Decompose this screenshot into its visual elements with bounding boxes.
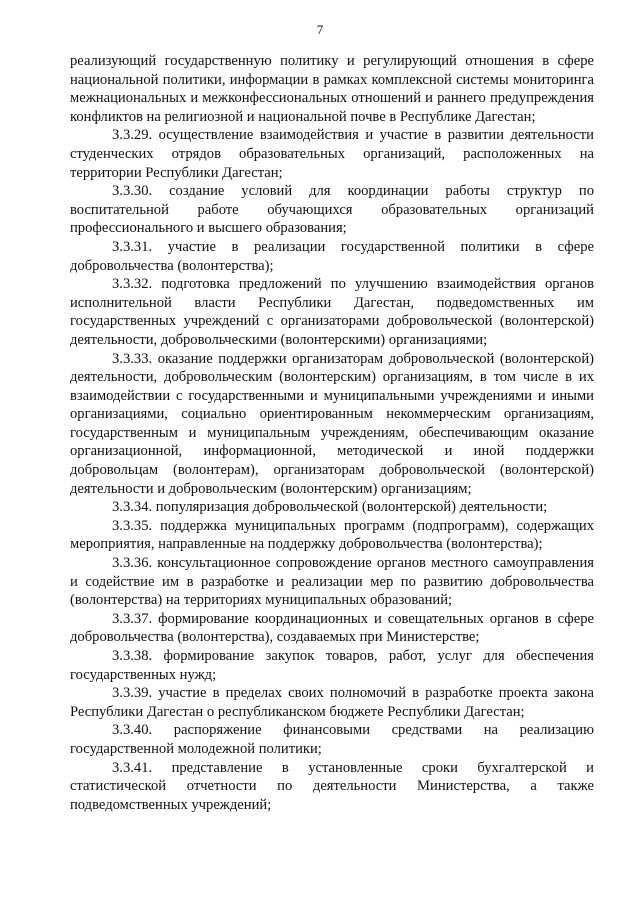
paragraph-3-3-36: 3.3.36. консультационное сопровождение органов местного самоуправления и содействие им в разработке и реализации мер по развитию добровольчества (волонтерства) на территориях муниципальных образований; [70, 555, 594, 609]
paragraph-3-3-33: 3.3.33. оказание поддержки организаторам добровольческой (волонтерской) деятельности, добровольческим (волонтерским) организациям, в том числе в их взаимодействии с государственными и муниципальными учреждениями и иными организациями, социально ориентированным некоммерческим организациям, государственным и муниципальным учреждениям, обеспечивающим оказание организационной, информационной, методической и иной поддержки добровольцам (волонтерам), организаторам добровольческой (волонтерской) деятельности и добровольческим (волонтерским) организациям; [70, 350, 594, 497]
paragraph-3-3-30: 3.3.30. создание условий для координации работы структур по воспитательной работе обучающихся образовательных организаций профессионального и высшего образования; [70, 183, 594, 237]
paragraph-3-3-41: 3.3.41. представление в установленные сроки бухгалтерской и статистической отчетности по деятельности Министерства, а также подведомственных учреждений; [70, 759, 594, 813]
paragraph-3-3-40: 3.3.40. распоряжение финансовыми средствами на реализацию государственной молодежной политики; [70, 722, 594, 757]
paragraph-continuation: реализующий государственную политику и регулирующий отношения в сфере национальной политики, информации в рамках комплексной системы мониторинга межнациональных и межконфессиональных отношений и раннего предупреждения конфликтов на религиозной и национальной почве в Республике Дагестан; [70, 53, 594, 125]
paragraph-3-3-34: 3.3.34. популяризация добровольческой (волонтерской) деятельности; [112, 499, 548, 516]
document-body [70, 52, 594, 814]
paragraph-3-3-38: 3.3.38. формирование закупок товаров, работ, услуг для обеспечения государственных нужд; [70, 648, 594, 683]
paragraph-3-3-31: 3.3.31. участие в реализации государственной политики в сфере добровольчества (волонтерства); [70, 238, 594, 274]
paragraph-3-3-39: 3.3.39. участие в пределах своих полномочий в разработке проекта закона Республики Дагестан о республиканском бюджете Республики Дагестан; [70, 685, 594, 720]
page-number: 7 [316, 22, 324, 37]
paragraph-3-3-37: 3.3.37. формирование координационных и совещательных органов в сфере добровольчества (волонтерства), создаваемых при Министерстве; [70, 610, 594, 646]
paragraph-3-3-32: 3.3.32. подготовка предложений по улучшению взаимодействия органов исполнительной власти Республики Дагестан, подведомственных им государственных учреждений с организаторами добровольческой (волонтерской) деятельности, добровольческими (волонтерскими) организациями; [70, 276, 594, 348]
paragraph-3-3-29: 3.3.29. осуществление взаимодействия и участие в развитии деятельности студенческих отрядов образовательных организаций, расположенных на территории Республики Дагестан; [70, 127, 594, 181]
paragraph-3-3-35: 3.3.35. поддержка муниципальных программ (подпрограмм), содержащих мероприятия, направленные на поддержку добровольчества (волонтерства); [70, 517, 594, 553]
